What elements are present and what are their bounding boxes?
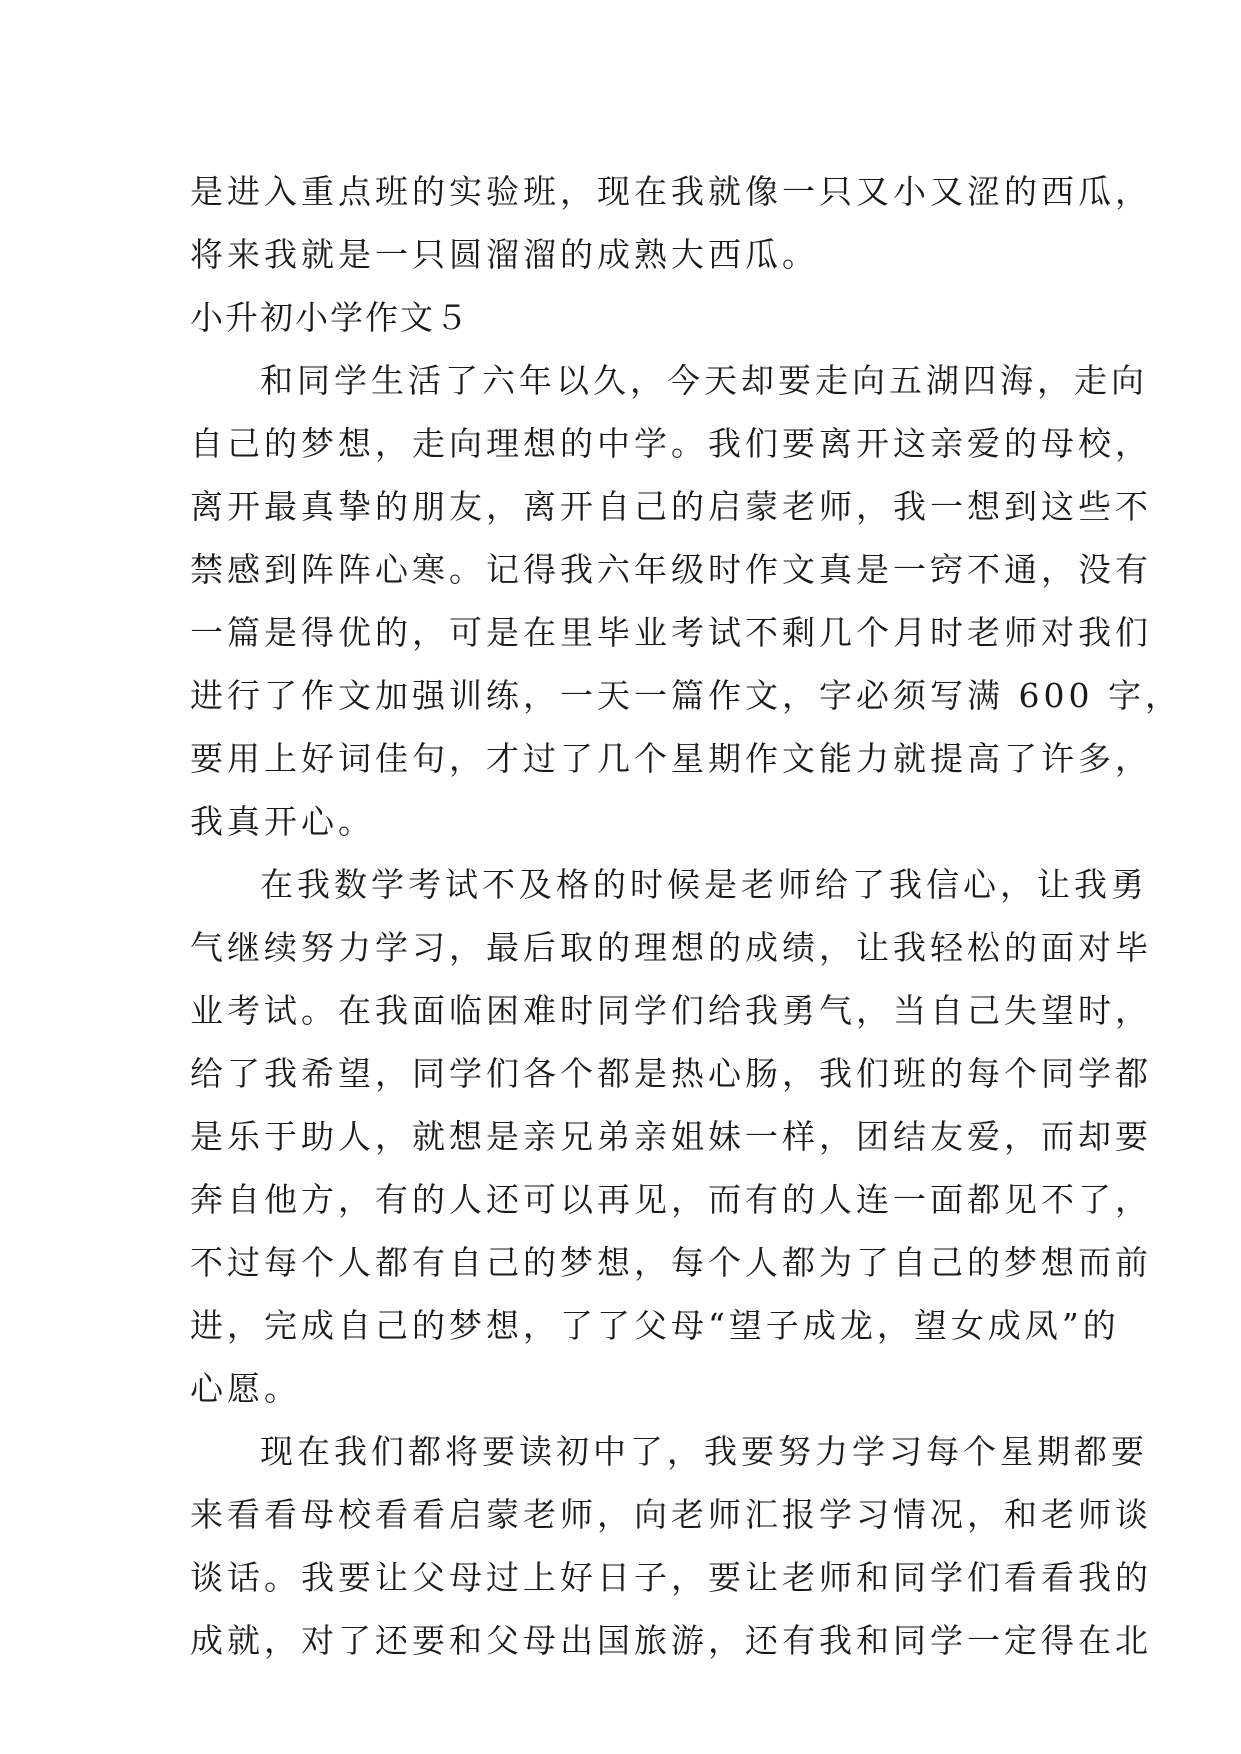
paragraph-line: 和同学生活了六年以久，今天却要走向五湖四海，走向 <box>260 361 1148 400</box>
paragraph-line: 是乐于助人，就想是亲兄弟亲姐妹一样，团结友爱，而却要 <box>190 1117 1152 1156</box>
paragraph-line: 谈话。我要让父母过上好日子，要让老师和同学们看看我的 <box>190 1558 1152 1597</box>
paragraph-line: 进行了作文加强训练，一天一篇作文，字必须写满 600 字， <box>190 676 1182 715</box>
paragraph-line: 奔自他方，有的人还可以再见，而有的人连一面都见不了， <box>190 1180 1152 1219</box>
essay-body <box>190 160 1182 1672</box>
paragraph-line: 不过每个人都有自己的梦想，每个人都为了自己的梦想而前 <box>190 1243 1152 1282</box>
continuation-line: 将来我就是一只圆溜溜的成熟大西瓜。 <box>190 235 819 274</box>
paragraph-line: 业考试。在我面临困难时同学们给我勇气，当自己失望时， <box>190 991 1152 1030</box>
paragraph-line: 心愿。 <box>190 1369 301 1408</box>
paragraph-line: 现在我们都将要读初中了，我要努力学习每个星期都要 <box>260 1432 1148 1471</box>
paragraph-line: 成就，对了还要和父母出国旅游，还有我和同学一定得在北 <box>190 1621 1152 1660</box>
paragraph-line: 进，完成自己的梦想，了了父母“望子成龙，望女成凤”的 <box>190 1306 1120 1345</box>
paragraph-line: 禁感到阵阵心寒。记得我六年级时作文真是一窍不通，没有 <box>190 550 1152 589</box>
paragraph-line: 一篇是得优的，可是在里毕业考试不剩几个月时老师对我们 <box>190 613 1152 652</box>
continuation-line: 是进入重点班的实验班，现在我就像一只又小又涩的西瓜， <box>190 172 1152 211</box>
paragraph-line: 自己的梦想，走向理想的中学。我们要离开这亲爱的母校， <box>190 424 1152 463</box>
paragraph-line: 我真开心。 <box>190 802 375 841</box>
paragraph-line: 要用上好词佳句，才过了几个星期作文能力就提高了许多， <box>190 739 1152 778</box>
paragraph-line: 给了我希望，同学们各个都是热心肠，我们班的每个同学都 <box>190 1054 1152 1093</box>
paragraph-line: 气继续努力学习，最后取的理想的成绩，让我轻松的面对毕 <box>190 928 1152 967</box>
paragraph-line: 在我数学考试不及格的时候是老师给了我信心，让我勇 <box>260 865 1148 904</box>
section-title: 小升初小学作文５ <box>190 298 470 337</box>
paragraph-line: 离开最真挚的朋友，离开自己的启蒙老师，我一想到这些不 <box>190 487 1152 526</box>
paragraph-line: 来看看母校看看启蒙老师，向老师汇报学习情况，和老师谈 <box>190 1495 1152 1534</box>
